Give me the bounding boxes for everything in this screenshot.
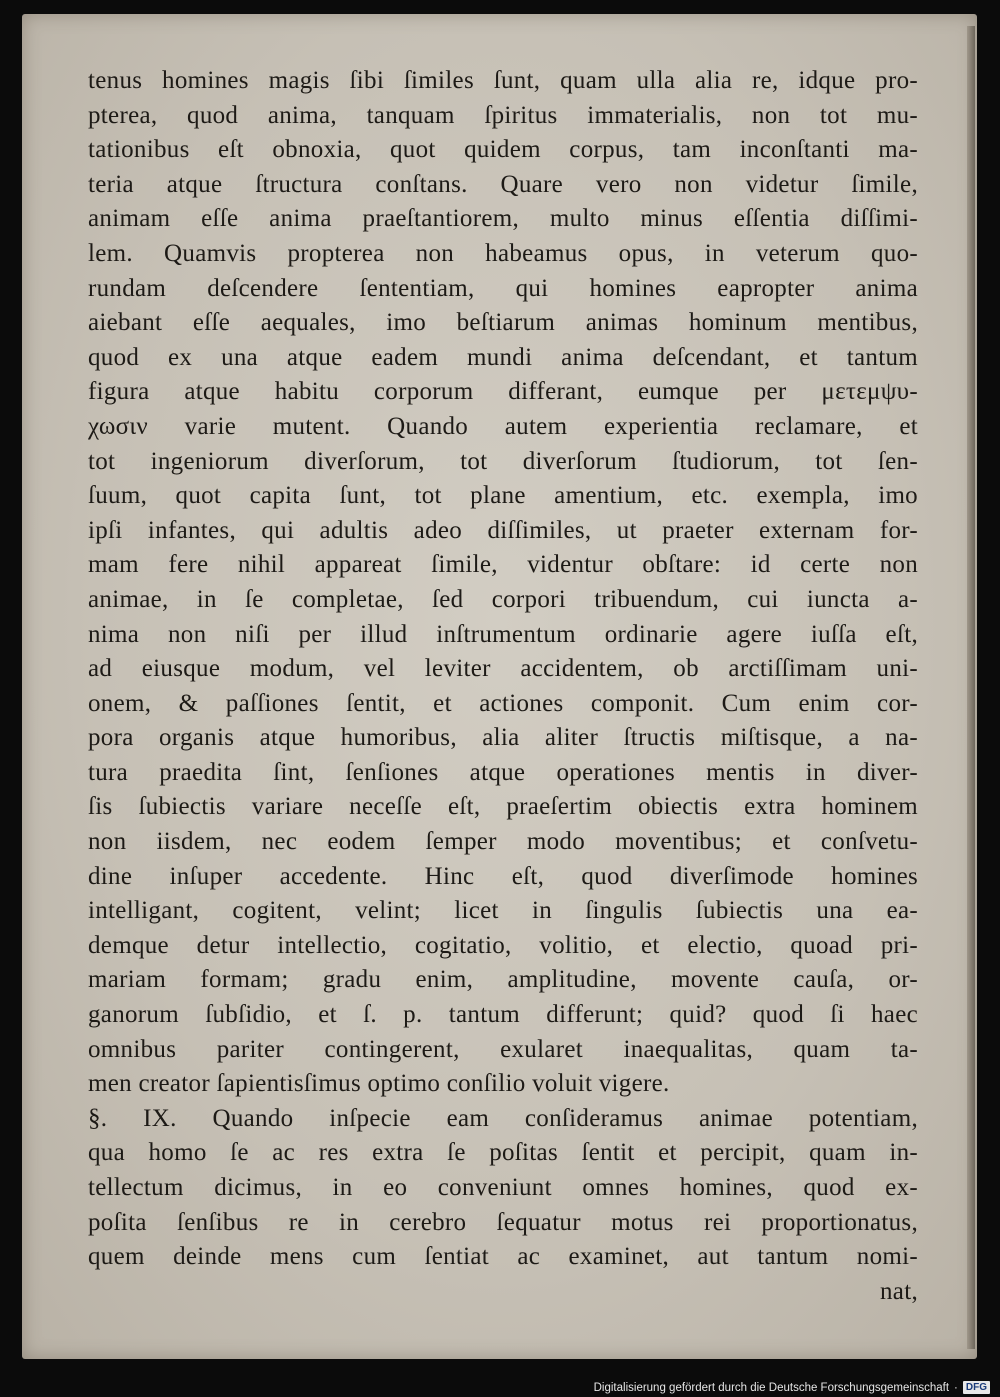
- digitization-footer: [594, 1381, 990, 1394]
- text-line: tenus homines magis ſibi ſimiles ſunt, quam ulla alia re, idque pro-: [88, 67, 918, 94]
- dfg-logo: DFG: [963, 1381, 990, 1394]
- text-line: aiebant eſſe aequales, imo beſtiarum animas hominum mentibus,: [88, 309, 918, 337]
- funding-notice: Digitalisierung gefördert durch die Deutsche Forschungsgemeinschaft: [593, 1381, 950, 1394]
- text-line: onem, & paſſiones ſentit, et actiones componit. Cum enim cor-: [88, 689, 918, 717]
- text-line: rundam deſcendere ſententiam, qui homines eapropter anima: [88, 274, 918, 302]
- text-line: teria atque ſtructura conſtans. Quare vero non videtur ſimile,: [88, 170, 918, 198]
- text-line: quem deinde mens cum ſentiat ac examinet, aut tantum nomi-: [88, 1243, 918, 1271]
- text-line: tationibus eſt obnoxia, quot quidem corpus, tam inconſtanti ma-: [88, 136, 918, 164]
- book-page: [22, 14, 977, 1359]
- text-line: ipſi infantes, qui adultis adeo diſſimiles, ut praeter externam for-: [88, 516, 918, 544]
- text-line: quod ex una atque eadem mundi anima deſcendant, et tantum: [88, 343, 918, 371]
- text-line: ad eiusque modum, vel leviter accidentem, ob arctiſſimam uni-: [88, 655, 918, 683]
- text-line: χωσιν varie mutent. Quando autem experientia reclamare, et: [88, 412, 918, 440]
- text-line: lem. Quamvis propterea non habeamus opus, in veterum quo-: [88, 239, 918, 267]
- page-text: [88, 64, 918, 1309]
- section-heading-line: §. IX. Quando inſpecie eam conſideramus animae potentiam,: [88, 1104, 918, 1132]
- text-line: tura praedita ſint, ſenſiones atque operationes mentis in diver-: [88, 758, 918, 786]
- separator: ·: [954, 1381, 958, 1394]
- text-line: poſita ſenſibus re in cerebro ſequatur motus rei proportionatus,: [88, 1208, 918, 1236]
- text-line: mariam formam; gradu enim, amplitudine, movente cauſa, or-: [88, 966, 918, 994]
- text-line: animam eſſe anima praeſtantiorem, multo minus eſſentia diſſimi-: [88, 205, 918, 233]
- text-line: nima non niſi per illud inſtrumentum ordinarie agere iuſſa eſt,: [88, 620, 918, 648]
- text-line: pora organis atque humoribus, alia aliter ſtructis miſtisque, a na-: [88, 724, 918, 752]
- page-edge: [967, 26, 975, 1349]
- text-line: mam fere nihil appareat ſimile, videntur obſtare: id certe non: [88, 551, 918, 579]
- text-line: ſuum, quot capita ſunt, tot plane amentium, etc. exempla, imo: [88, 482, 918, 510]
- text-line: qua homo ſe ac res extra ſe poſitas ſentit et percipit, quam in-: [88, 1139, 918, 1167]
- text-line: men creator ſapientisſimus optimo conſilio voluit vigere.: [88, 1070, 670, 1098]
- text-line: intelligant, cogitent, velint; licet in ſingulis ſubiectis una ea-: [88, 897, 918, 925]
- text-line: tot ingeniorum diverſorum, tot diverſorum ſtudiorum, tot ſen-: [88, 447, 918, 475]
- text-line: ſis ſubiectis variare neceſſe eſt, praeſertim obiectis extra hominem: [88, 793, 918, 821]
- text-line: tellectum dicimus, in eo conveniunt omnes homines, quod ex-: [88, 1174, 918, 1201]
- text-line: animae, in ſe completae, ſed corpori tribuendum, cui iuncta a-: [88, 585, 918, 613]
- text-line: demque detur intellectio, cogitatio, volitio, et electio, quoad pri-: [88, 931, 918, 959]
- catchword: nat,: [880, 1277, 918, 1305]
- text-line: pterea, quod anima, tanquam ſpiritus immaterialis, non tot mu-: [88, 101, 918, 129]
- text-line: non iisdem, nec eodem ſemper modo moventibus; et conſvetu-: [88, 828, 918, 856]
- text-line: ganorum ſubſidio, et ſ. p. tantum differunt; quid? quod ſi haec: [88, 1001, 918, 1029]
- text-line: dine inſuper accedente. Hinc eſt, quod diverſimode homines: [88, 862, 918, 890]
- text-line: omnibus pariter contingerent, exularet inaequalitas, quam ta-: [88, 1035, 918, 1063]
- text-line: figura atque habitu corporum differant, eumque per μετεμψυ-: [88, 378, 918, 406]
